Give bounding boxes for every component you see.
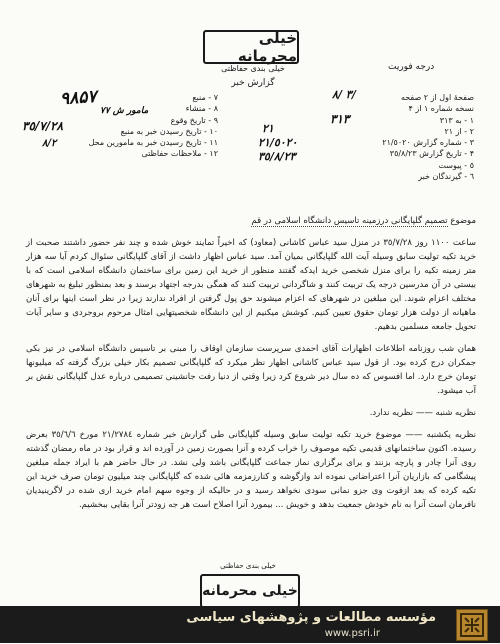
subject-label: موضوع: [450, 216, 476, 226]
field-row: ١٠ - تاریخ رسیدن خبر به منبع: [120, 126, 218, 136]
classification-stamp-top: خیلی محرمانه: [203, 30, 299, 64]
paragraph: نظریه شنبه —— نظریه ندارد.: [369, 408, 476, 418]
institute-url[interactable]: www.psri.ir: [324, 628, 380, 639]
field-row: ٦ - گیرندگان خبر: [418, 172, 474, 182]
field-row: ٨ - منشاء: [185, 104, 218, 114]
field-row: ٥ - پیوست: [438, 160, 474, 170]
priority-label: درجه فوریت: [388, 62, 435, 72]
handwritten-report-date: ٣٥/٨/٢٣: [258, 150, 296, 163]
field-row: ٣ - شماره گزارش ٢١/٥٠٢٠: [382, 138, 474, 148]
field-row: ٩ - تاریخ وقوع: [170, 115, 218, 125]
field-row: ۴ - تاریخ گزارش ٣٥/٨/٢٣: [389, 149, 474, 159]
header-fields-right: [306, 92, 474, 182]
department-label-top: خیلی بندی حفاظتی: [221, 64, 285, 73]
institute-name: مؤسسه مطالعات و پژوهشهای سیاسی: [186, 610, 436, 625]
handwritten-sender: ٢١: [262, 122, 274, 135]
handwritten-number-left: ٨/٢: [42, 138, 57, 149]
archive-footer: [0, 606, 500, 643]
handwritten-number: ٩٨۵٧: [59, 86, 98, 110]
report-title: گزارش خبر: [231, 78, 275, 88]
handwritten-recipient: ٣١٣: [330, 112, 350, 126]
handwritten-report-number: ٢١/٥٠٢٠: [258, 136, 298, 149]
handwritten-date-left: ٣٥/٧/٢٨: [22, 119, 63, 133]
paragraph: همان شب روزنامه اطلاعات اظهارات آقای احمدی سرپرست سازمان اوقاف را مبنی بر تاسیس دانشگاه اسلامی در تیز بکی جمکران درج کرده بود. از قول سید عباس کاشانی اظهار نظر میکرد که گلپایگانی تصمیم بکار خیلی بزرگ گرفته که میلیونها تومان خرج دارد. اما افسوس که ده سال دیر شروع کرد زیرا وقتی از دنیا رفت جانشینی تصمیمی درباره عدل گلپایگانی نقش بر آب میشود.: [26, 344, 476, 396]
field-row: ٢ - از ٢١: [444, 126, 474, 136]
paragraph: نظریه یکشنبه —— موضوع خرید تکیه تولیت سابق وسیله گلپایگانی طی گزارش خبر شماره ٢١/٢٧٨٤ مورخ ٣٥/٦/٦ بعرض رسیده. اکنون ساختمانهای قدیمی تکیه موصوف را خراب کرده و آنرا بصورت زمین در آورده اند و قرار بود در ماه رمضان گذشته روی آنرا چادر و پارچه بزنند و برای برگزاری نماز جماعت گلپایگانی باشد ولی نشد. در حال حاضر هم با ایراد جمله مبلغین پیشگامی که بازاریان آنرا اعتراضاتی نموده اند وازگوشه و کنارزمزمه هائی شده که گلپایگانی چند میلیون تومان صرف خرید این تکیه کرده که بعد ازفوت وی جزو نمانی سودی نخواهد رسید و در حالیکه از وجوه سهم امام خرید اری شده در لاگرینیدیان نافرمان است آنرا به نام خودش جمعیت بدهد و خویش ... بیمورد آنرا اصلاح است هر جه زودتر آنرا بقایی ببخشیم.: [26, 430, 476, 510]
classification-stamp-bottom: خیلی محرمانه: [200, 574, 300, 608]
department-label-bottom: خیلی بندی حفاظتی: [220, 562, 276, 570]
field-row: ١٢ - ملاحظات حفاظتی: [141, 149, 218, 159]
field-row: ١ - به ٣١٣: [439, 115, 474, 125]
subject-text: تصمیم گلپایگانی درزمینه تاسیس دانشگاه اسلامی در قم: [251, 216, 448, 226]
field-row: ١١ - تاریخ رسیدن خبر به مامورین محل: [88, 138, 218, 148]
report-body: [26, 214, 476, 520]
field-row: ٧ - منبع: [192, 93, 218, 102]
subject-line: [26, 214, 476, 228]
field-row: صفحهٔ اول از ٢ صفحه: [400, 93, 474, 102]
paragraph: ساعت ١١٠٠ روز ٣٥/٧/٢٨ در منزل سید عباس کاشانی (معاود) که اخیراً تمایند خوش شده و چند نفر حضور داشتند صحبت از خرید تکیه تولیت سابق وسیله آیت الله گلپایگانی بمیان آمد. سید عباس اظهار داشت از آقای گلپایگانی سئوال کردم آیا سه هزار متر زمینه تکیه را برای منزل شخصی خرید ایدکه گفتند منظور از خرید این زمین برای ساختمان دانشگاه اسلامی است که با بیستی در آن مدرسین درجه یک تربیت کنند و شاگردانی تربیت کنند که همگی بدرجه اجتهاد برسند و بعد بمنظور تبلیغ به شهرهای مختلف اعزام شوند. این مبلغین در شهرهای که اعزام میشوند حق پول گرفتن از افراد ندارند زیرا در نظر است اینها برای آنان ماهیانه از دولت هزار تومان حقوق تعیین کنیم. کوشش میکنیم از این دانشگاه شخصیتهایی امثال مرحوم بروجردی و سایر آیات تحویل جامعه مسلمین بدهیم.: [26, 238, 476, 332]
handwritten-note: مامور ش ٧٧: [100, 106, 149, 116]
institute-logo-icon: [456, 609, 488, 641]
handwritten-date: ٣ /٨/: [332, 88, 356, 101]
field-row: نسخه شماره ١ از ۴: [408, 104, 474, 114]
